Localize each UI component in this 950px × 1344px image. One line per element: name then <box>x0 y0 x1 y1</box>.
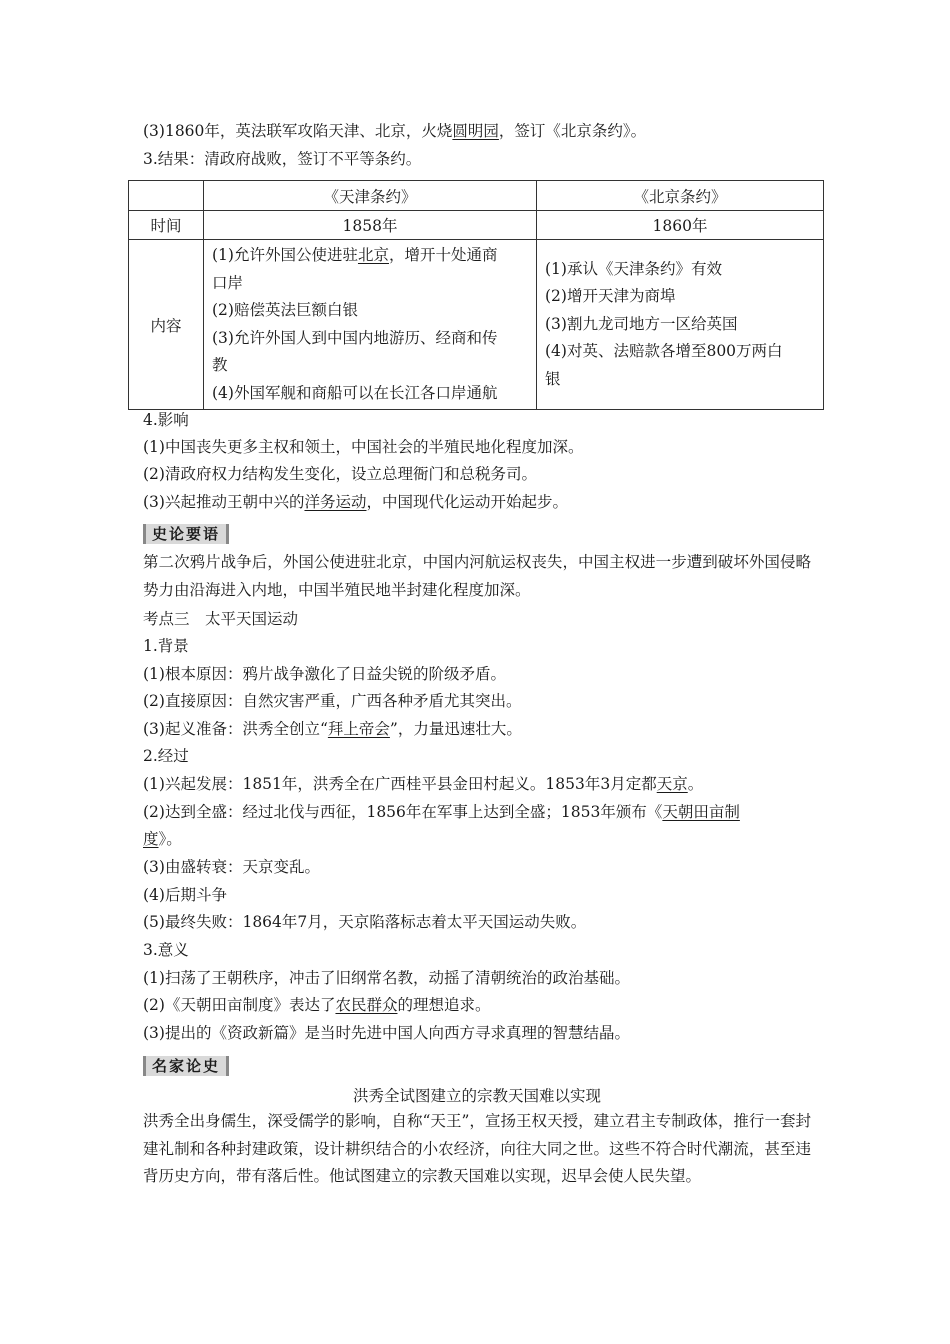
table-header-tianjin: 《天津条约》 <box>204 181 537 211</box>
treaty-table <box>128 180 824 410</box>
underlined-term: 北京 <box>357 246 389 264</box>
heading-label: 史论要语 <box>146 524 226 544</box>
list-item: (1)中国丧失更多主权和领土，中国社会的半殖民地化程度加深。 <box>143 438 584 456</box>
text: (2)《天朝田亩制度》表达了 <box>143 996 336 1014</box>
list-item: (2)增开天津为商埠 <box>545 287 676 306</box>
list-item <box>143 802 813 822</box>
table-row-content <box>129 240 824 410</box>
mingjia-subtitle: 洪秀全试图建立的宗教天国难以实现 <box>352 1087 601 1105</box>
subsection-title: 2.经过 <box>143 747 189 765</box>
text: (3)1860年，英法联军攻陷天津、北京，火烧 <box>143 122 453 140</box>
list-item: (1)承认《天津条约》有效 <box>545 259 722 278</box>
text: (1)兴起发展：1851年，洪秀全在广西桂平县金田村起义。1853年3月定都 <box>143 775 657 793</box>
heading-label: 名家论史 <box>146 1056 226 1076</box>
list-item <box>212 242 528 270</box>
shilun-heading <box>143 523 229 545</box>
list-item: 口岸 <box>212 273 244 292</box>
table-header-beijing: 《北京条约》 <box>537 181 824 211</box>
text: (1)允许外国公使进驻 <box>212 246 358 264</box>
underlined-term: 圆明园 <box>452 122 499 140</box>
subsection-title: 1.背景 <box>143 637 189 655</box>
list-item: (4)外国军舰和商船可以在长江各口岸通航 <box>212 383 498 402</box>
underlined-term: 拜上帝会 <box>327 720 390 738</box>
underlined-term: 天朝田亩制 <box>662 803 740 821</box>
list-item: (3)提出的《资政新篇》是当时先进中国人向西方寻求真理的智慧结晶。 <box>143 1024 630 1042</box>
mingjia-paragraph: 洪秀全出身儒生，深受儒学的影响，自称“天王”，宣扬王权天授，建立君主专制政体，推行一套封建礼制和各种封建政策，设计耕织结合的小农经济，向往大同之世。这些不符合时代潮流，甚至违背历史方向，带有落后性。他试图建立的宗教天国难以实现，迟早会使人民失望。 <box>143 1112 811 1185</box>
list-item: (1)根本原因：鸦片战争激化了日益尖锐的阶级矛盾。 <box>143 665 506 683</box>
section-title: 4.影响 <box>143 411 189 429</box>
paragraph-line <box>143 121 813 141</box>
text: ”，力量迅速壮大。 <box>389 720 522 738</box>
text: 。 <box>687 775 704 793</box>
underlined-term: 农民群众 <box>335 996 398 1014</box>
text: ，增开十处通商 <box>388 246 498 264</box>
table-row-time <box>129 211 824 240</box>
time-label: 时间 <box>129 211 204 240</box>
text: 》。 <box>158 830 182 848</box>
text: (2)达到全盛：经过北伐与西征，1856年在军事上达到全盛；1853年颁布《 <box>143 803 663 821</box>
list-item: (4)后期斗争 <box>143 886 227 904</box>
heading-bar-right <box>226 524 229 544</box>
underlined-term: 洋务运动 <box>304 493 367 511</box>
text: ，中国现代化运动开始起步。 <box>366 493 568 511</box>
text: (3)兴起推动王朝中兴的 <box>143 493 305 511</box>
list-item <box>143 719 813 739</box>
list-item: (4)对英、法赔款各增至800万两白 <box>545 342 783 361</box>
list-item <box>143 774 813 794</box>
heading-bar-right <box>226 1056 229 1076</box>
time-tianjin: 1858年 <box>204 211 537 240</box>
section-title: 考点三 太平天国运动 <box>143 610 299 628</box>
list-item: (5)最终失败：1864年7月，天京陷落标志着太平天国运动失败。 <box>143 913 587 931</box>
list-item: (3)允许外国人到中国内地游历、经商和传 <box>212 328 498 347</box>
table-header-row <box>129 181 824 211</box>
text: 的理想追求。 <box>397 996 491 1014</box>
shilun-paragraph: 第二次鸦片战争后，外国公使进驻北京，中国内河航运权丧失，中国主权进一步遭到破坏外国侵略势力由沿海进入内地，中国半殖民地半封建化程度加深。 <box>143 553 811 599</box>
list-item: (2)直接原因：自然灾害严重，广西各种矛盾尤其突出。 <box>143 692 522 710</box>
content-label: 内容 <box>129 240 204 410</box>
list-item: (3)由盛转衰：天京变乱。 <box>143 858 320 876</box>
content-tianjin <box>204 240 537 410</box>
text: (3)起义准备：洪秀全创立“ <box>143 720 328 738</box>
underlined-term: 度 <box>143 830 159 848</box>
list-item: 银 <box>545 369 561 388</box>
list-item: 教 <box>212 356 228 374</box>
table-header-empty <box>129 181 204 211</box>
text: ，签订《北京条约》。 <box>498 122 647 140</box>
list-item: (2)赔偿英法巨额白银 <box>212 301 358 319</box>
underlined-term: 天京 <box>656 775 688 793</box>
mingjia-heading <box>143 1055 229 1077</box>
content-beijing <box>537 240 824 410</box>
list-item: (2)清政府权力结构发生变化，设立总理衙门和总税务司。 <box>143 465 537 483</box>
list-item-continued <box>143 829 813 849</box>
subsection-title: 3.意义 <box>143 941 189 959</box>
result-line: 3.结果：清政府战败，签订不平等条约。 <box>143 150 422 168</box>
list-item: (3)割九龙司地方一区给英国 <box>545 314 738 333</box>
list-item: (1)扫荡了王朝秩序，冲击了旧纲常名教，动摇了清朝统治的政治基础。 <box>143 969 630 987</box>
list-item <box>143 995 813 1015</box>
list-item <box>143 492 813 512</box>
time-beijing: 1860年 <box>537 211 824 240</box>
